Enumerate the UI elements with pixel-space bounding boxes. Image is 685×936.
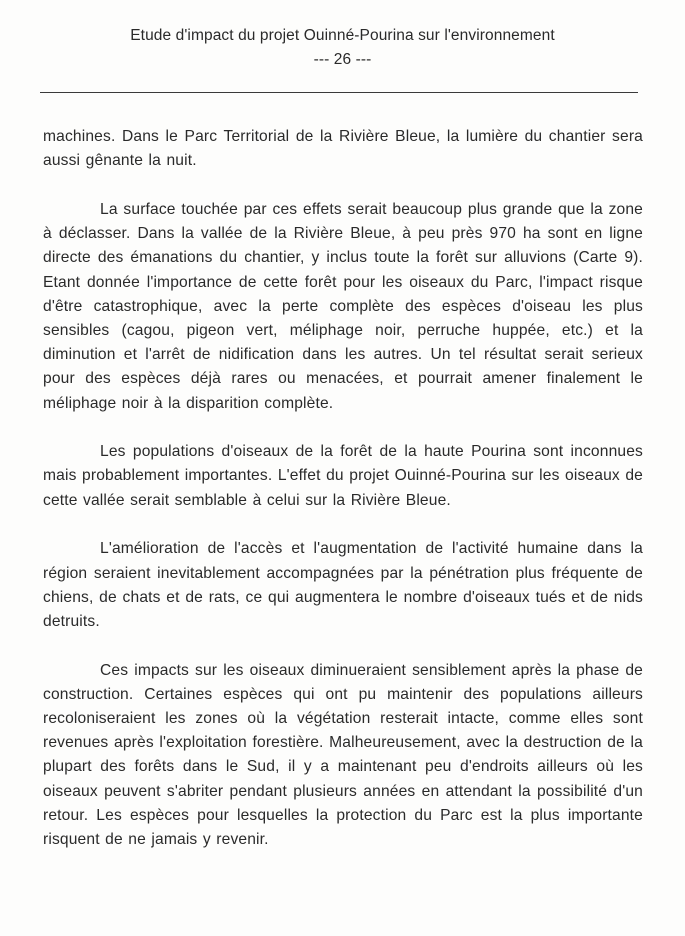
page-header: [0, 24, 685, 72]
paragraph-continuation: machines. Dans le Parc Territorial de la Rivière Bleue, la lumière du chantier sera aussi gênante la nuit.: [43, 128, 643, 170]
paragraph-access-activity: L'amélioration de l'accès et l'augmentation de l'activité humaine dans la région seraient inevitablement accompagnées par la pénétration plus fréquente de chiens, de chats et de rats, ce qui augmentera le nombre d'oiseaux tués et de nids detruits.: [43, 540, 643, 630]
paragraph-affected-surface: La surface touchée par ces effets serait beaucoup plus grande que la zone à déclasser. Dans la vallée de la Rivière Bleue, à peu près 970 ha sont en ligne directe des émanations du chantier, y inclus toute la forêt sur alluvions (Carte 9). Etant donnée l'importance de cette forêt pour les oiseaux du Parc, l'impact risque d'être catastrophique, avec la perte complète des espèces d'oiseau les plus sensibles (cagou, pigeon vert, méliphage noir, perruche huppée, etc.) et la diminution et l'arrêt de nidification dans les autres. Un tel résultat serait serieux pour des espèces déjà rares ou menacées, et pourrait amener finalement le méliphage noir à la disparition complète.: [43, 200, 643, 412]
page-number: --- 26 ---: [313, 51, 372, 68]
body-text: [43, 125, 643, 877]
document-title: Etude d'impact du projet Ouinné-Pourina sur l'environnement: [130, 27, 555, 44]
paragraph-pourina-populations: Les populations d'oiseaux de la forêt de la haute Pourina sont inconnues mais probablement importantes. L'effet du projet Ouinné-Pourina sur les oiseaux de cette vallée serait semblable à celui sur la Rivière Bleue.: [43, 443, 643, 509]
paragraph-post-construction: Ces impacts sur les oiseaux diminueraient sensiblement après la phase de construction. Certaines espèces qui ont pu maintenir des populations ailleurs recoloniseraient les zones où la végétation resterait intacte, comme elles sont revenues après l'exploitation forestière. Malheureusement, avec la destruction de la plupart des forêts dans le Sud, il y a maintenant peu d'endroits ailleurs où les oiseaux peuvent s'abriter pendant plusieurs années en attendant la possibilité d'un retour. Les espèces pour lesquelles la protection du Parc est la plus importante risquent de ne jamais y revenir.: [43, 661, 643, 849]
header-divider: [40, 92, 638, 93]
